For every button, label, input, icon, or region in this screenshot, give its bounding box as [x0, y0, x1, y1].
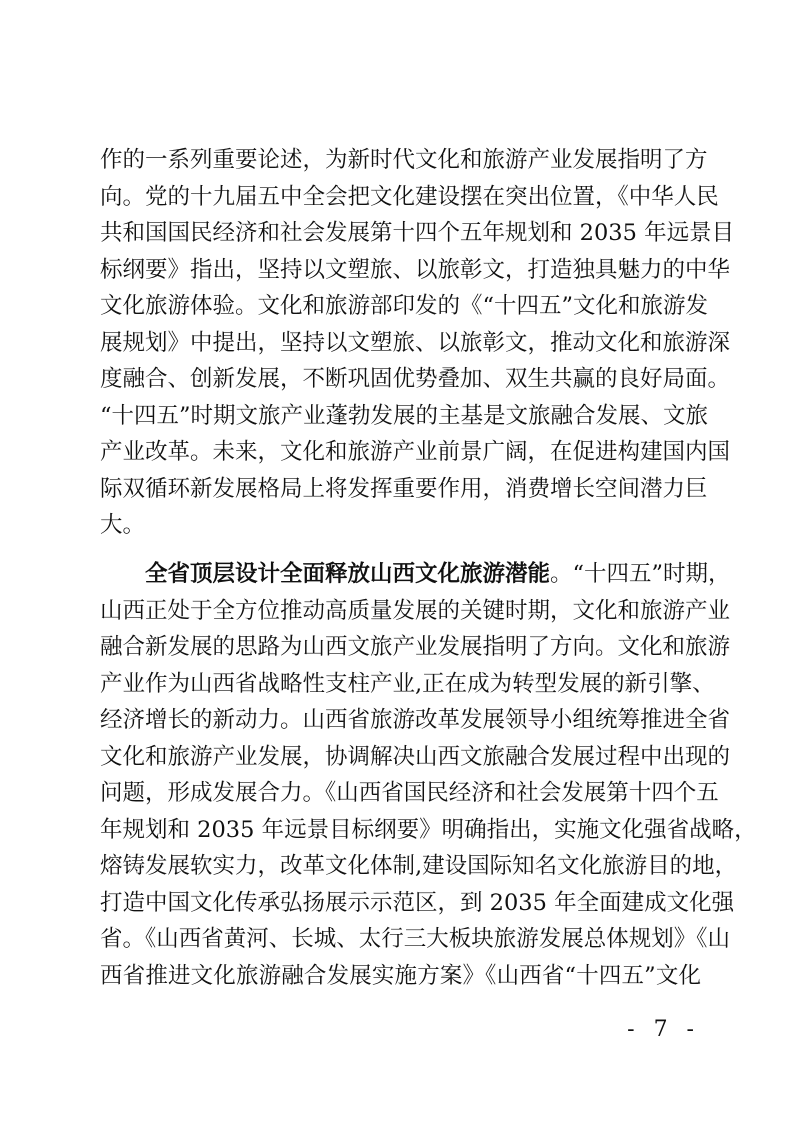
text-line: 标纲要》指出，坚持以文塑旅、以旅彰文，打造独具魅力的中华	[100, 256, 731, 283]
text-line: 省。《山西省黄河、长城、太行三大板块旅游发展总体规划》《山	[100, 926, 731, 952]
text-line: 作的一系列重要论述，为新时代文化和旅游产业发展指明了方	[100, 147, 708, 173]
paragraph-1	[100, 142, 735, 544]
text-line: 经济增长的新动力。山西省旅游改革发展领导小组统筹推进全省	[100, 707, 731, 733]
text-line: 文化和旅游产业发展，协调解决山西文旅融合发展过程中出现的	[100, 743, 731, 770]
paragraph-first-line	[100, 556, 731, 593]
text-line: 际双循环新发展格局上将发挥重要作用，消费增长空间潜力巨	[100, 475, 708, 502]
text-line: 打造中国文化传承弘扬展示示范区，到 2035 年全面建成文化强	[100, 889, 735, 916]
text-line: 大。	[100, 512, 146, 538]
text-line: 产业作为山西省战略性支柱产业,正在成为转型发展的新引擎、	[100, 670, 715, 697]
paragraph-heading: 全省顶层设计全面释放山西文化旅游潜能	[145, 561, 551, 587]
text-line: 度融合、创新发展，不断巩固优势叠加、双生共赢的良好局面。	[100, 366, 731, 392]
text-line: “十四五”时期文旅产业蓬勃发展的主基是文旅融合发展、文旅	[100, 402, 709, 429]
text-line: 年规划和 2035 年远景目标纲要》明确指出，实施文化强省战略，	[100, 816, 757, 843]
text-run: 。“十四五”时期，	[550, 561, 731, 587]
text-line: 西省推进文化旅游融合发展实施方案》《山西省“十四五”文化	[100, 962, 701, 989]
text-line: 文化旅游体验。文化和旅游部印发的《“十四五”文化和旅游发	[100, 293, 709, 319]
paragraph-2	[100, 556, 757, 994]
text-line: 山西正处于全方位推动高质量发展的关键时期，文化和旅游产业	[100, 597, 731, 624]
text-line: 展规划》中提出，坚持以文塑旅、以旅彰文，推动文化和旅游深	[100, 329, 731, 356]
text-line: 熔铸发展软实力，改革文化体制,建设国际知名文化旅游目的地，	[100, 853, 738, 879]
text-line: 产业改革。未来，文化和旅游产业前景广阔，在促进构建国内国	[100, 439, 731, 465]
text-line: 共和国国民经济和社会发展第十四个五年规划和 2035 年远景目	[100, 220, 735, 246]
text-line: 问题，形成发展合力。《山西省国民经济和社会发展第十四个五	[100, 780, 719, 806]
text-line: 融合新发展的思路为山西文旅产业发展指明了方向。文化和旅游	[100, 634, 731, 660]
page-number: - 7 -	[627, 1017, 700, 1042]
text-line: 向。党的十九届五中全会把文化建设摆在突出位置，《中华人民	[100, 183, 719, 210]
